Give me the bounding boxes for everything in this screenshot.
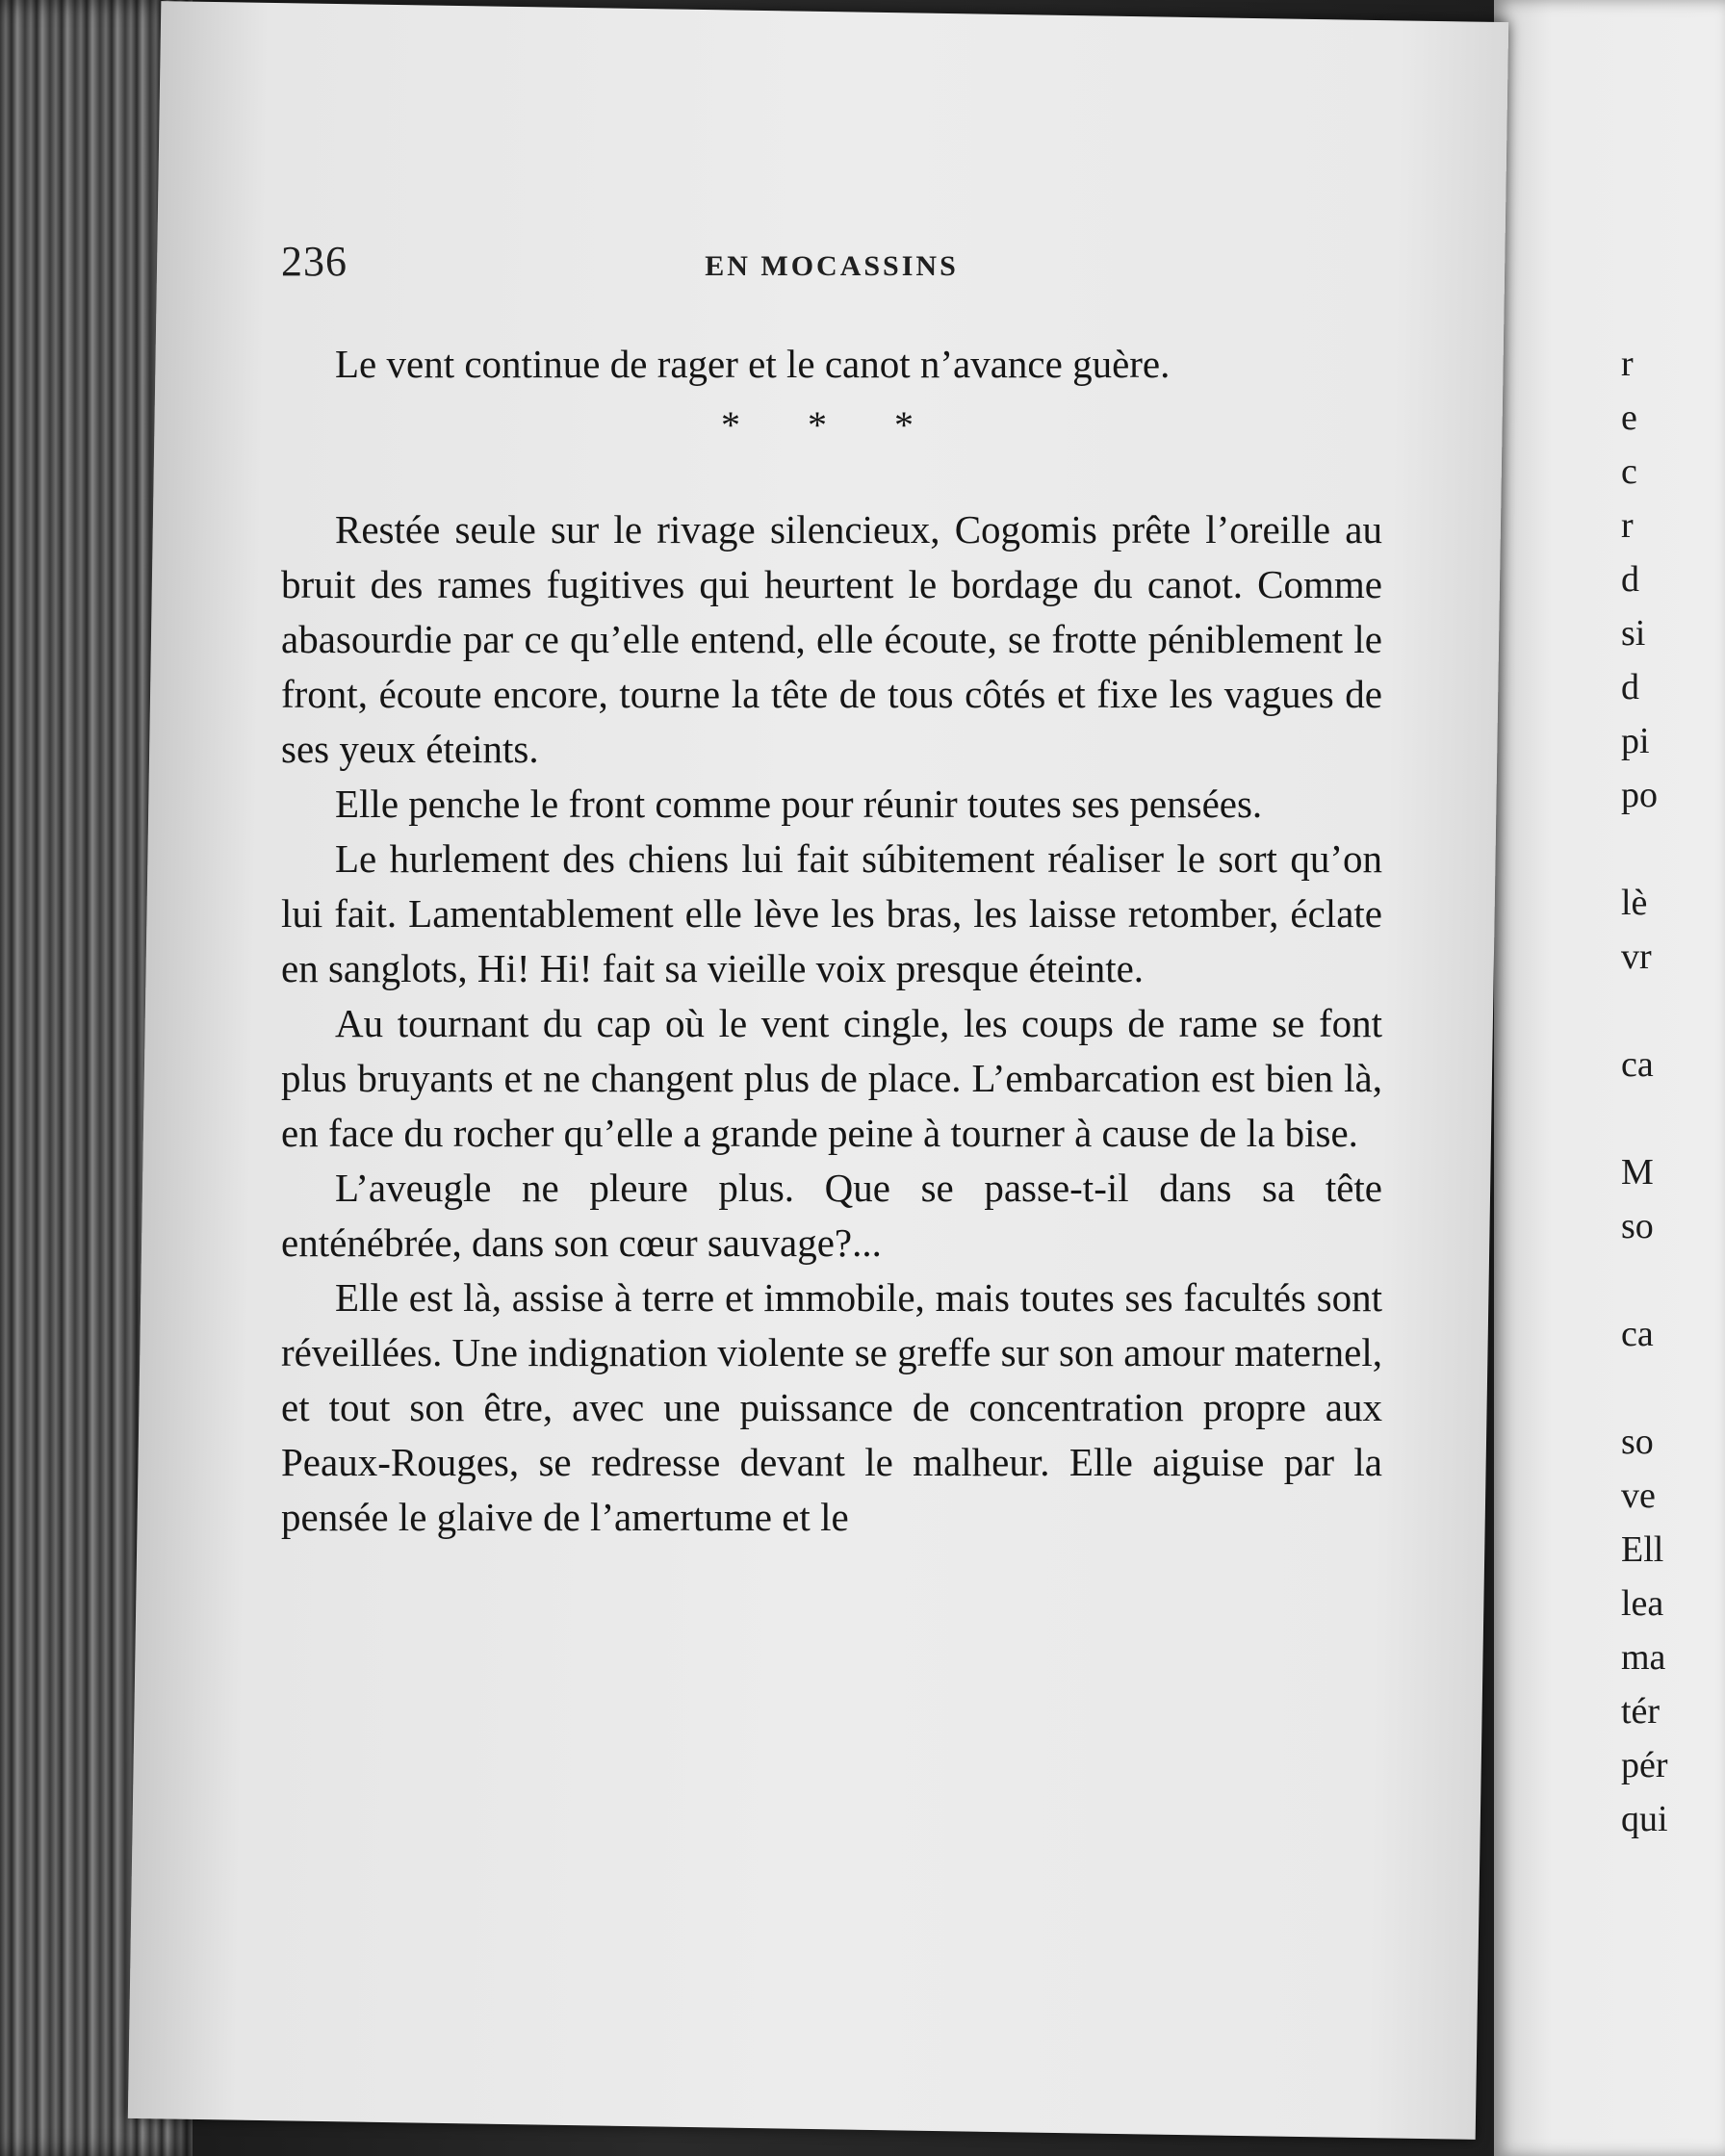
right-page-fragment: ma <box>1621 1637 1666 1678</box>
page-header <box>281 237 1382 295</box>
right-page-fragment: so <box>1621 1206 1654 1246</box>
right-page-fragment: so <box>1621 1422 1654 1462</box>
right-page-fragment: r <box>1621 505 1634 546</box>
right-page-fragment: r <box>1621 344 1634 384</box>
paragraph: Le vent continue de rager et le canot n’avance guère. <box>335 342 1171 386</box>
right-page-fragment: pér <box>1621 1745 1668 1785</box>
page-body <box>281 337 1382 1545</box>
page-number: 236 <box>281 238 348 285</box>
paragraph: L’aveugle ne pleure plus. Que se passe-t-il dans sa tête enténébrée, dans son cœur sauvage?... <box>281 1166 1382 1265</box>
paragraph: Le hurlement des chiens lui fait súbitement réaliser le sort qu’on lui fait. Lamentablement elle lève les bras, les laisse retomber, éclate en sanglots, Hi! Hi! fait sa vieille voix presque éteinte. <box>281 836 1382 990</box>
right-page-fragment: Ell <box>1621 1529 1664 1570</box>
right-page-fragment: ca <box>1621 1044 1654 1085</box>
right-page-fragment: c <box>1621 451 1637 492</box>
right-page-fragment: si <box>1621 613 1646 654</box>
right-page-fragment: ca <box>1621 1314 1654 1354</box>
right-page-fragment: e <box>1621 398 1637 438</box>
paragraph: Restée seule sur le rivage silencieux, Cogomis prête l’oreille au bruit des rames fugitives qui heurtent le bordage du canot. Comme abasourdie par ce qu’elle entend, elle écoute, se frotte péniblement le front, écoute encore, tourne la tête de tous côtés et fixe les vagues de ses yeux éteints. <box>281 507 1382 771</box>
right-page-fragment: lea <box>1621 1583 1664 1624</box>
paragraph: Elle est là, assise à terre et immobile, mais toutes ses facultés sont réveillées. Une indignation violente se greffe sur son amour maternel, et tout son être, avec une puissance de concentration propre aux Peaux-Rouges, se redresse devant le malheur. Elle aiguise par la pensée le glaive de l’amertume et le <box>281 1275 1382 1539</box>
right-page-fragment: ve <box>1621 1476 1656 1516</box>
right-page-fragment: d <box>1621 559 1639 600</box>
right-page-fragment: qui <box>1621 1799 1668 1839</box>
right-page-fragment <box>1621 822 1679 876</box>
paragraph: Elle penche le front comme pour réunir toutes ses pensées. <box>335 782 1263 826</box>
right-page-fragment: tér <box>1621 1691 1661 1732</box>
right-page-edge <box>1494 0 1725 2156</box>
right-page-fragment <box>1621 1091 1679 1145</box>
right-page-fragment: M <box>1621 1152 1654 1193</box>
right-page-fragment: po <box>1621 775 1658 815</box>
paragraph: Au tournant du cap où le vent cingle, les coups de rame se font plus bruyants et ne changent plus de place. L’embarcation est bien là, en face du rocher qu’elle a grande peine à tourner à cause de la bise. <box>281 1001 1382 1155</box>
right-page-fragment <box>1621 1253 1679 1307</box>
right-page-fragment <box>1621 1361 1679 1415</box>
section-separator: * * * <box>721 403 942 447</box>
right-page-fragment: d <box>1621 667 1639 707</box>
right-page-fragment: pi <box>1621 721 1650 761</box>
running-title: EN MOCASSINS <box>705 250 959 282</box>
right-page-fragment: lè <box>1621 883 1648 923</box>
right-page-fragment: vr <box>1621 937 1652 977</box>
right-page-fragment <box>1621 984 1679 1038</box>
right-page-text-fragments <box>1621 337 1679 1846</box>
